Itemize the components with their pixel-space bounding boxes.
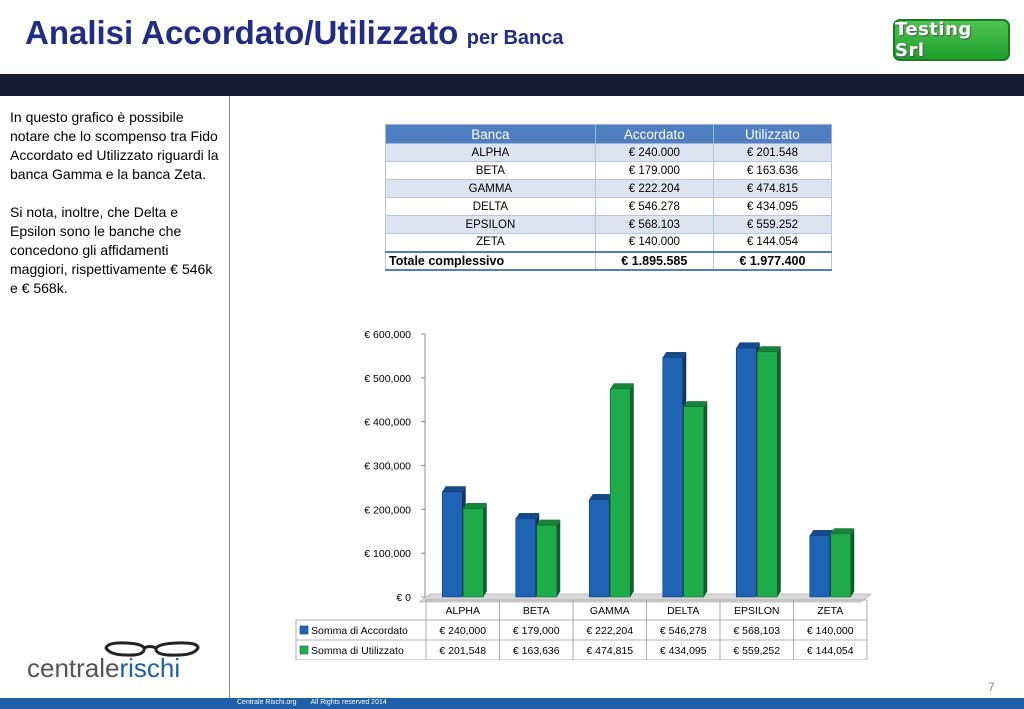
bar-somma-di-accordato — [663, 358, 683, 597]
bar-somma-di-accordato — [442, 492, 462, 597]
cell-utilizzato: € 163.636 — [713, 162, 831, 180]
total-label: Totale complessivo — [386, 252, 596, 270]
bar-side — [851, 528, 855, 597]
bar-somma-di-accordato — [516, 519, 536, 597]
cell-banca: GAMMA — [386, 180, 596, 198]
bar-top — [589, 494, 613, 500]
legend-swatch — [300, 626, 308, 634]
cell-accordato: € 240.000 — [595, 144, 713, 162]
table-total-row — [386, 252, 832, 270]
cell-banca: ZETA — [386, 234, 596, 252]
bar-top — [516, 513, 540, 519]
bar-side — [483, 503, 487, 597]
bar-side — [557, 520, 561, 597]
summary-table — [385, 124, 832, 271]
header-banca: Banca — [386, 125, 596, 144]
data-value-label: € 434,095 — [659, 645, 707, 657]
vertical-divider — [229, 96, 230, 699]
y-tick-label: € 100,000 — [364, 548, 411, 561]
bar-chart — [290, 320, 890, 660]
header-bar — [0, 74, 1024, 96]
cell-accordato: € 222.204 — [595, 180, 713, 198]
cell-accordato: € 546.278 — [595, 198, 713, 216]
sidebar-text — [10, 108, 222, 317]
bar-top — [757, 346, 781, 352]
data-value-label: € 568,103 — [733, 625, 781, 637]
x-category-label: GAMMA — [589, 605, 630, 617]
table-row — [386, 144, 832, 162]
bar-somma-di-utilizzato — [831, 534, 851, 597]
x-category-label: BETA — [522, 605, 550, 617]
data-value-label: € 179,000 — [512, 625, 560, 637]
x-category-label: ZETA — [817, 605, 844, 617]
header-utilizzato: Utilizzato — [713, 125, 831, 144]
sidebar-paragraph-1: In questo grafico è possibile notare che lo scompenso tra Fido Accordato ed Utilizzato riguardi la banca Gamma e la banca Zeta. — [10, 109, 219, 182]
cell-utilizzato: € 144.054 — [713, 234, 831, 252]
bar-top — [684, 401, 708, 407]
sidebar-paragraph-2: Si nota, inoltre, che Delta e Epsilon sono le banche che concedono gli affidamenti maggiori, rispettivamente € 546k e € 568k. — [10, 204, 213, 296]
data-value-label: € 546,278 — [659, 625, 707, 637]
footer-bar — [0, 698, 1024, 709]
bar-top — [537, 520, 561, 526]
table-header-row — [386, 125, 832, 144]
bar-somma-di-utilizzato — [463, 509, 483, 597]
bar-top — [810, 530, 834, 536]
bar-top — [463, 503, 487, 509]
centralerischi-wordmark — [27, 653, 180, 684]
data-value-label: € 163,636 — [512, 645, 560, 657]
bar-top — [831, 528, 855, 534]
cell-accordato: € 568.103 — [595, 216, 713, 234]
y-tick-label: € 500,000 — [364, 372, 411, 385]
cell-banca: EPSILON — [386, 216, 596, 234]
chart-floor — [420, 594, 871, 602]
legend-label: Somma di Utilizzato — [311, 645, 404, 657]
cell-banca: DELTA — [386, 198, 596, 216]
bar-top — [442, 486, 466, 492]
cell-accordato: € 179.000 — [595, 162, 713, 180]
table-row — [386, 216, 832, 234]
table-row — [386, 234, 832, 252]
data-value-label: € 240,000 — [439, 625, 487, 637]
title-sub: per Banca — [466, 27, 564, 49]
legend-swatch — [300, 646, 308, 654]
cell-utilizzato: € 559.252 — [713, 216, 831, 234]
data-value-label: € 144,054 — [806, 645, 854, 657]
bar-somma-di-utilizzato — [684, 407, 704, 597]
y-tick-label: € 600,000 — [364, 329, 411, 341]
data-value-label: € 222,204 — [586, 625, 634, 637]
bar-top — [736, 342, 760, 348]
bar-side — [704, 401, 708, 597]
bar-top — [610, 383, 634, 389]
x-category-label: ALPHA — [445, 605, 480, 617]
header-accordato: Accordato — [595, 125, 713, 144]
bar-somma-di-accordato — [810, 536, 830, 597]
cell-utilizzato: € 434.095 — [713, 198, 831, 216]
brand-part-2: rischi — [119, 653, 181, 683]
cell-utilizzato: € 474.815 — [713, 180, 831, 198]
y-tick-label: € 400,000 — [364, 416, 411, 429]
table-row — [386, 162, 832, 180]
bar-side — [630, 383, 634, 597]
bar-somma-di-accordato — [589, 500, 609, 597]
brand-part-1: centrale — [27, 653, 120, 683]
centralerischi-logo — [22, 640, 202, 685]
table-row — [386, 198, 832, 216]
footer-site: Centrale Rischi.org — [237, 699, 297, 706]
table-row — [386, 180, 832, 198]
total-utilizzato: € 1.977.400 — [713, 252, 831, 270]
bar-somma-di-utilizzato — [537, 525, 557, 597]
y-tick-label: € 300,000 — [364, 460, 411, 473]
page-number: 7 — [988, 680, 995, 694]
footer-rights: All Rights reserved 2014 — [310, 699, 387, 706]
y-tick-label: € 0 — [396, 592, 411, 604]
cell-banca: BETA — [386, 162, 596, 180]
data-value-label: € 201,548 — [439, 645, 487, 657]
slide-title — [25, 14, 564, 52]
bar-somma-di-accordato — [736, 348, 756, 597]
bar-top — [663, 352, 687, 358]
data-value-label: € 559,252 — [733, 645, 781, 657]
cell-banca: ALPHA — [386, 144, 596, 162]
testing-srl-logo-text: Testing Srl — [895, 19, 972, 61]
x-category-label: DELTA — [667, 605, 700, 617]
testing-srl-logo — [893, 19, 1010, 61]
cell-utilizzato: € 201.548 — [713, 144, 831, 162]
bar-side — [777, 346, 781, 597]
data-value-label: € 140,000 — [806, 625, 854, 637]
cell-accordato: € 140.000 — [595, 234, 713, 252]
x-category-label: EPSILON — [733, 605, 780, 617]
bar-somma-di-utilizzato — [610, 389, 630, 597]
y-tick-label: € 200,000 — [364, 504, 411, 517]
data-value-label: € 474,815 — [586, 645, 634, 657]
bar-somma-di-utilizzato — [757, 352, 777, 597]
total-accordato: € 1.895.585 — [595, 252, 713, 270]
title-main: Analisi Accordato/Utilizzato — [25, 14, 459, 51]
legend-label: Somma di Accordato — [311, 625, 408, 637]
